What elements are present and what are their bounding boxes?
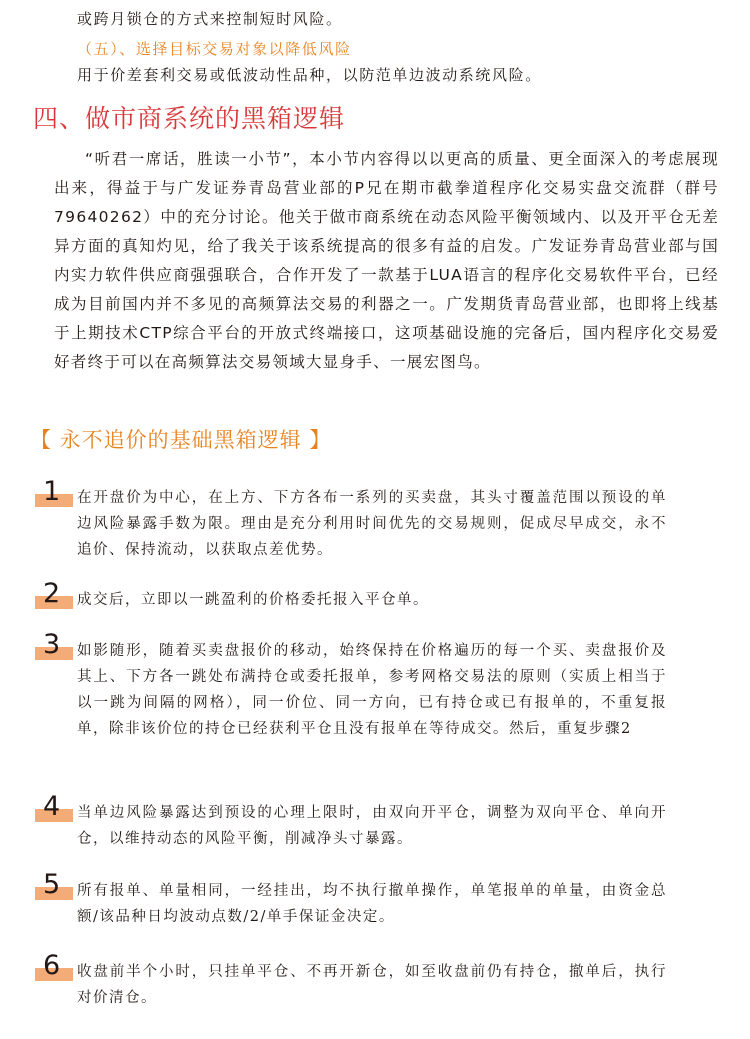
step-number-badge bbox=[35, 950, 73, 984]
subsection-title: 【 永不追价的基础黑箱逻辑 】 bbox=[30, 428, 332, 452]
step-number-badge bbox=[35, 869, 73, 903]
intro-paragraph bbox=[54, 145, 719, 377]
step-number: 3 bbox=[43, 629, 61, 660]
step-text: 所有报单、单量相同，一经挂出，均不执行撤单操作，单笔报单的单量，由资金总额/该品种日均波动点数/2/单手保证金决定。 bbox=[77, 883, 667, 925]
intro-text: “听君一席话，胜读一小节”，本小节内容得以以更高的质量、更全面深入的考虑展现出来，得益于与广发证券青岛营业部的P兄在期市截拳道程序化交易实盘交流群（群号79640262）中的充分讨论。他关于做市商系统在动态风险平衡领域内、以及开平仓无差异方面的真知灼见，给了我关于该系统提高的很多有益的启发。广发证券青岛营业部与国内实力软件供应商强强联合，合作开发了一款基于LUA语言的程序化交易软件平台，已经成为目前国内并不多见的高频算法交易的利器之一。广发期货青岛营业部，也即将上线基于上期技术CTP综合平台的开放式终端接口，这项基础设施的完备后，国内程序化交易爱好者终于可以在高频算法交易领域大显身手、一展宏图鸟。 bbox=[54, 150, 719, 371]
step-number-badge bbox=[35, 629, 73, 663]
item-five-body: 用于价差套利交易或低波动性品种，以防范单边波动系统风险。 bbox=[77, 66, 542, 84]
step-number-badge bbox=[35, 476, 73, 510]
step-text: 在开盘价为中心，在上方、下方各布一系列的买卖盘，其头寸覆盖范围以预设的单边风险暴露手数为限。理由是充分利用时间优先的交易规则，促成尽早成交，永不追价、保持流动，以获取点差优势。 bbox=[77, 490, 667, 558]
step-number: 2 bbox=[43, 578, 61, 609]
step-number-badge bbox=[35, 791, 73, 825]
step-number: 4 bbox=[43, 791, 61, 822]
step-text: 收盘前半个小时，只挂单平仓、不再开新仓，如至收盘前仍有持仓，撤单后，执行对价清仓。 bbox=[77, 964, 667, 1006]
heading-item-five: （五）、选择目标交易对象以降低风险 bbox=[77, 40, 352, 58]
step-text: 成交后，立即以一跳盈利的价格委托报入平仓单。 bbox=[77, 592, 429, 608]
step-number: 6 bbox=[43, 950, 61, 981]
continued-text-line: 或跨月锁仓的方式来控制短时风险。 bbox=[77, 10, 343, 28]
step-number: 5 bbox=[43, 869, 61, 900]
step-number-badge bbox=[35, 578, 73, 612]
step-text: 如影随形，随着买卖盘报价的移动，始终保持在价格遍历的每一个买、卖盘报价及其上、下方各一跳处布满持仓或委托报单，参考网格交易法的原则（实质上相当于以一跳为间隔的网格），同一价位、同一方向，已有持仓或已有报单的，不重复报单，除非该价位的持仓已经获利平仓且没有报单在等待成交。然后，重复步骤2 bbox=[77, 643, 667, 737]
step-text: 当单边风险暴露达到预设的心理上限时，由双向开平仓，调整为双向平仓、单向开仓，以维持动态的风险平衡，削减净头寸暴露。 bbox=[77, 805, 667, 847]
step-number: 1 bbox=[43, 476, 61, 507]
section-title: 四、做市商系统的黑箱逻辑 bbox=[33, 104, 346, 133]
